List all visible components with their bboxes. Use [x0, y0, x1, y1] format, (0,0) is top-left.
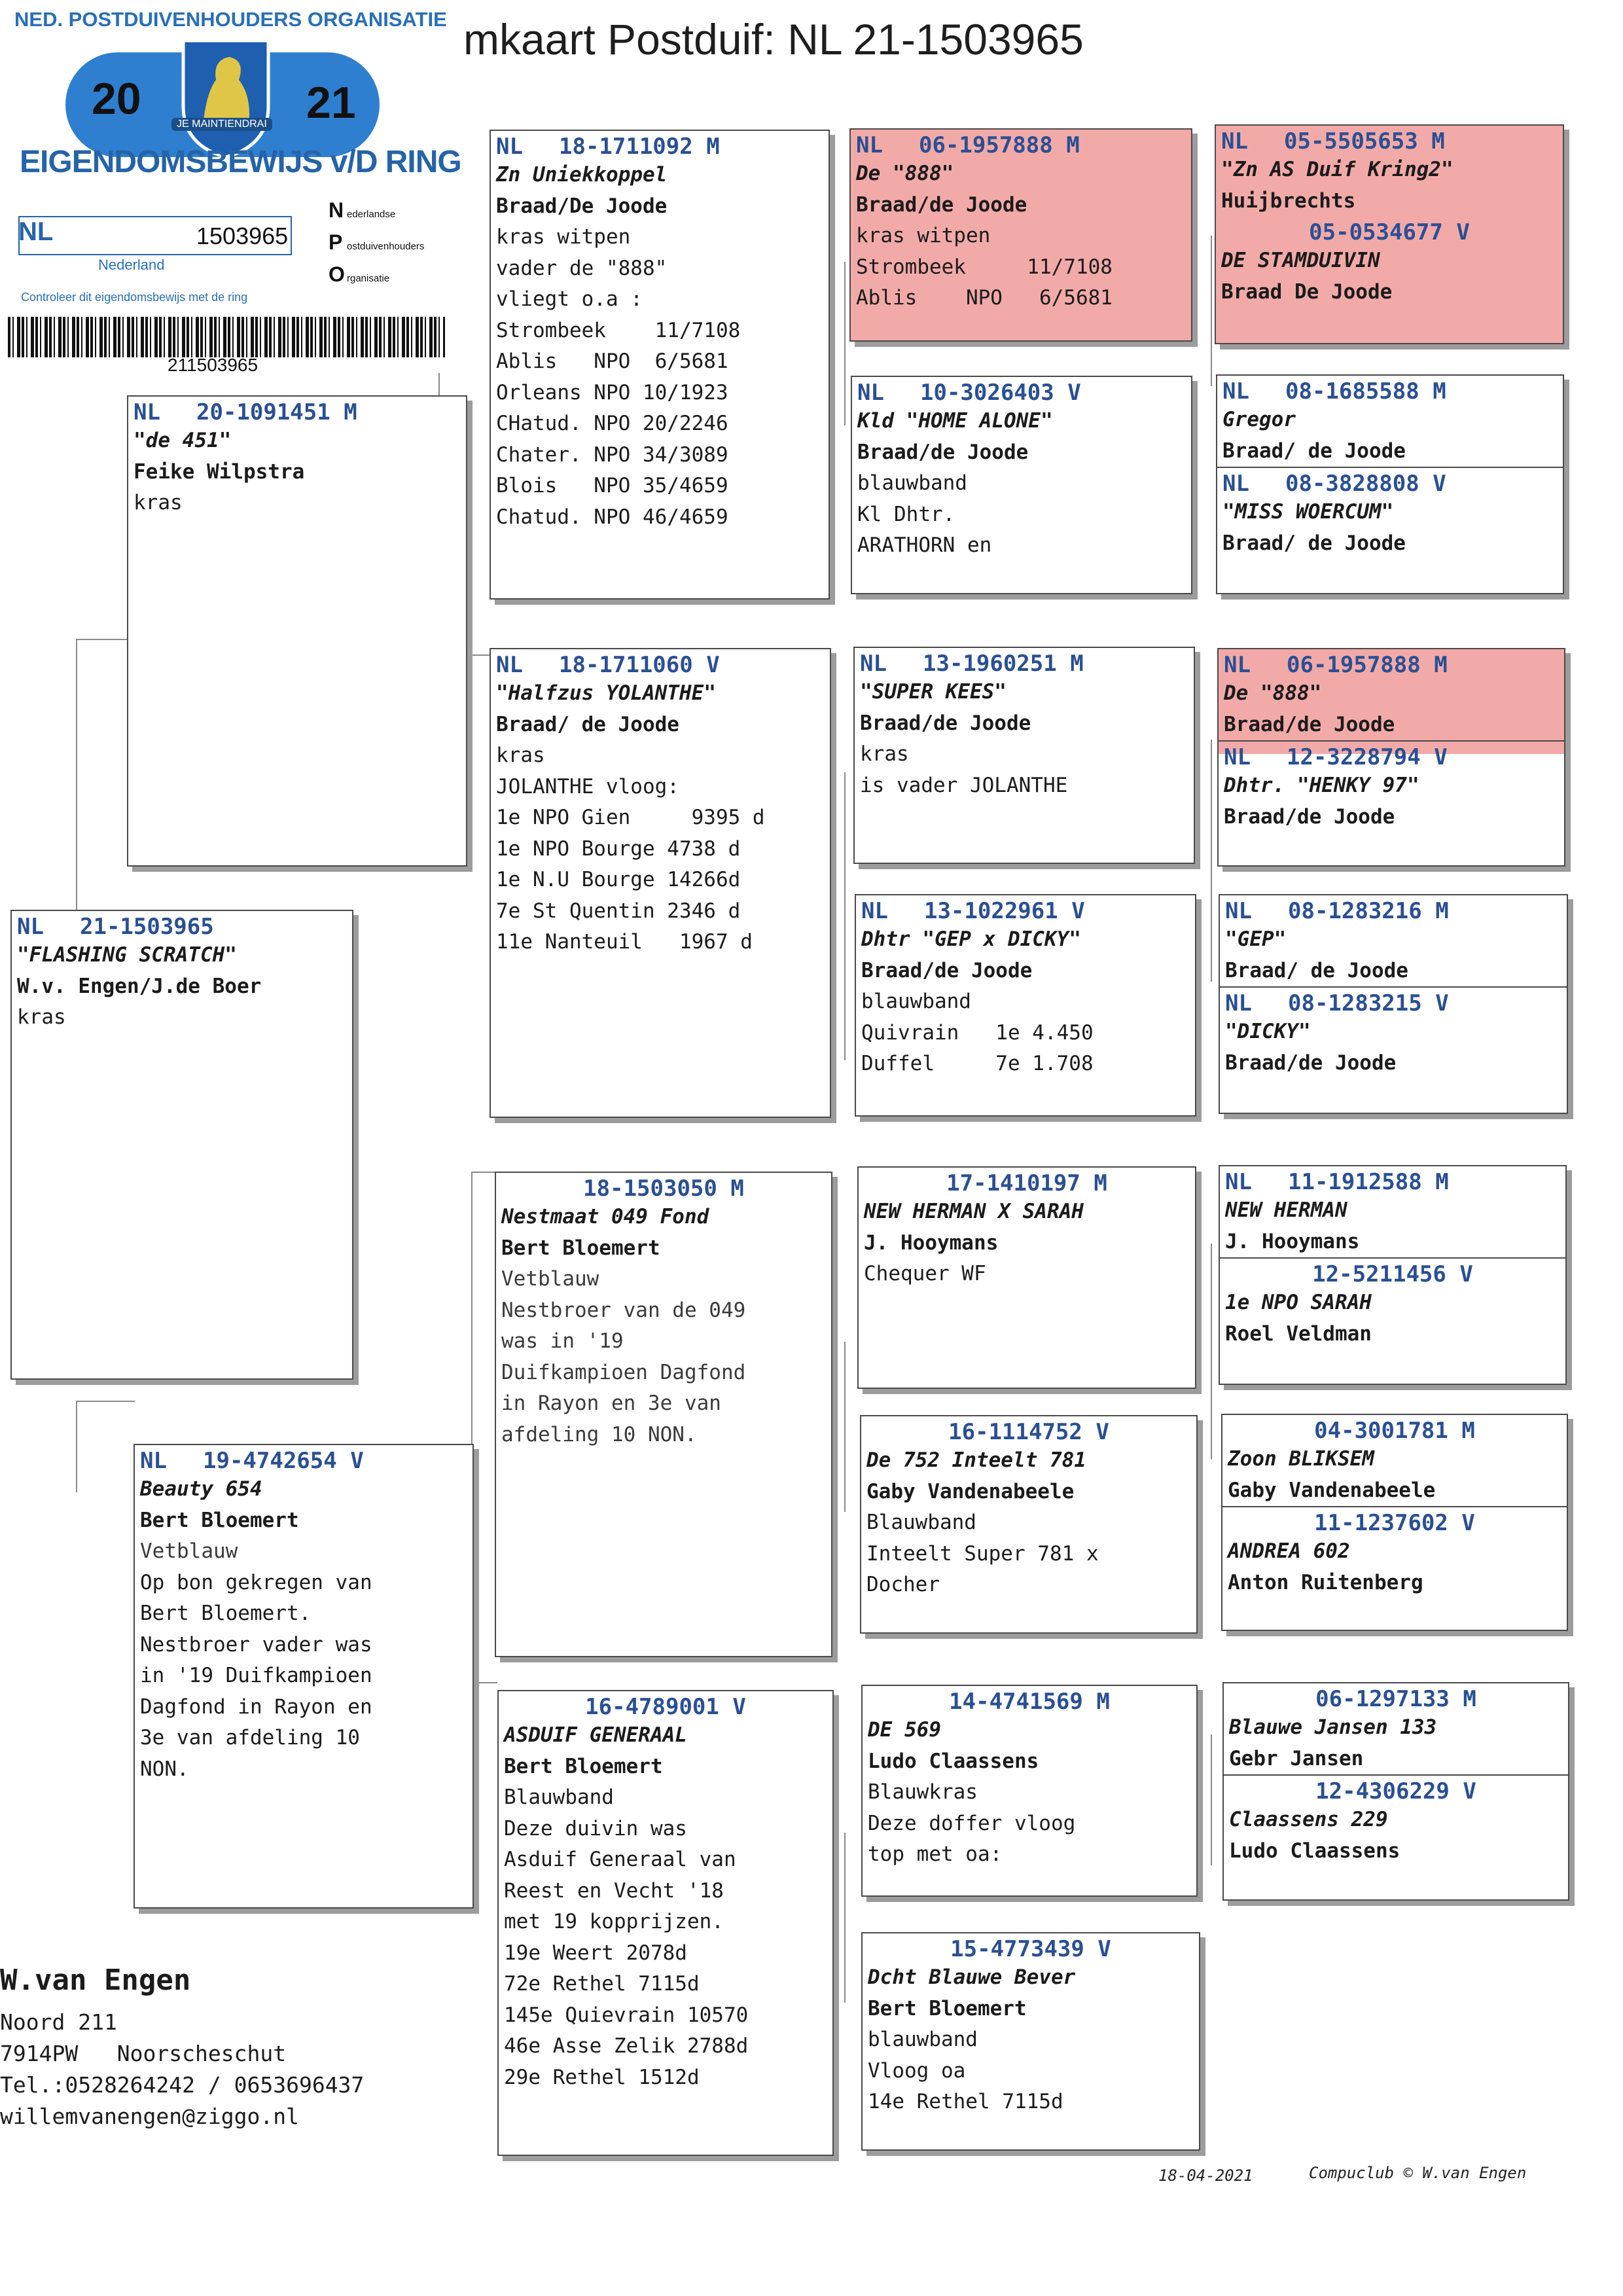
breeder: Braad/ de Joode [1225, 958, 1408, 982]
note-line: ARATHORN en [857, 533, 992, 557]
note-line: NON. [140, 1757, 189, 1781]
color: Vetblauw [501, 1267, 599, 1291]
footer-credit: Compuclub © W.van Engen [1309, 2164, 1527, 2182]
connector-line [76, 1401, 77, 1492]
sex: V [1456, 219, 1470, 245]
sex: V [1435, 990, 1449, 1016]
pigeon-name: DE STAMDUIVIN [1221, 249, 1380, 272]
breeder: Gaby Vandenabeele [866, 1479, 1075, 1503]
note-line: Deze doffer vloog [868, 1811, 1076, 1835]
sex: V [1071, 898, 1085, 924]
sex: M [1463, 1686, 1476, 1712]
breeder: Bert Bloemert [501, 1236, 660, 1260]
note-line: Nestbroer vader was [140, 1632, 372, 1657]
note-line: Op bon gekregen van [140, 1570, 372, 1594]
result-line: Strombeek 11/7108 [496, 318, 741, 342]
pedigree-box-subject [10, 910, 353, 1380]
pigeon-name: Zn Uniekkoppel [496, 163, 668, 187]
color: Chequer WF [864, 1262, 986, 1285]
note-line: Vloog oa [868, 2058, 966, 2083]
pigeon-name: ANDREA 602 [1228, 1539, 1350, 1563]
lion-emblem-icon [177, 34, 275, 158]
sex: M [1070, 651, 1084, 677]
sex: V [1096, 1419, 1109, 1445]
note-line: Duifkampioen Dagfond [501, 1360, 746, 1384]
country-code: NL [1222, 378, 1249, 404]
pigeon-name: "Zn AS Duif Kring2" [1221, 158, 1454, 181]
sex: M [730, 1175, 744, 1202]
sex: M [1066, 132, 1080, 158]
breeder: Braad/de Joode [1224, 804, 1395, 829]
breeder: Gebr Jansen [1229, 1746, 1364, 1770]
pigeon-name: NEW HERMAN X SARAH [864, 1200, 1084, 1223]
sex: V [1461, 1510, 1475, 1536]
color: blauwband [868, 2028, 978, 2051]
pigeon-name: "Halfzus YOLANTHE" [496, 681, 716, 705]
note-line: Docher [866, 1573, 940, 1596]
breeder: Braad/de Joode [861, 958, 1033, 982]
connector-line [844, 772, 846, 1060]
note-line: Deze duivin was [504, 1816, 687, 1840]
ring-number: 17-1410197 [946, 1170, 1080, 1196]
ring-number: 11-1912588 [1288, 1169, 1422, 1195]
color: kras [496, 744, 545, 767]
pedigree-box-sire-dam [490, 648, 831, 1118]
breeder: J. Hooymans [1225, 1229, 1360, 1253]
npo-letter-n: N [329, 198, 344, 222]
pigeon-name: Zoon BLIKSEM [1228, 1447, 1374, 1471]
pigeon-name: Dhtr. "HENKY 97" [1224, 774, 1419, 797]
pedigree-box-g3-g4 [1216, 374, 1564, 594]
owner-address: Noord 211 [0, 2009, 117, 2035]
sex: V [706, 652, 720, 678]
pigeon-name: Gregor [1222, 408, 1296, 431]
certificate-org: NED. POSTDUIVENHOUDERS ORGANISATIE [14, 8, 447, 31]
result-line: 19e Weert 2078d [504, 1941, 687, 1965]
pigeon-name: Dhtr "GEP x DICKY" [861, 927, 1081, 951]
color: kras [134, 491, 183, 514]
npo-line-2: ostduivenhouders [347, 241, 425, 252]
country-code: NL [140, 1448, 167, 1474]
color: blauwband [861, 990, 971, 1013]
ring-number: 18-1711092 [559, 134, 693, 160]
breeder: Ludo Claassens [868, 1749, 1039, 1773]
sex: M [1435, 898, 1449, 924]
certificate-country: Nederland [98, 257, 165, 273]
certificate-npo-block [329, 196, 424, 293]
result-line: CHatud. NPO 20/2246 [496, 412, 728, 435]
ring-number: 11-1237602 [1314, 1510, 1448, 1536]
note-line: top met oa: [868, 1842, 1003, 1866]
ring-number: 06-1957888 [1287, 652, 1421, 678]
breeder: Braad/ de Joode [496, 712, 679, 736]
ring-number: 10-3026403 [920, 380, 1054, 406]
connector-line [844, 1833, 846, 2003]
pedigree-box-dam-dam [497, 1690, 834, 2156]
page-title: mkaart Postduif: NL 21-1503965 [463, 15, 1084, 63]
note-line: in Rayon en 3e van [501, 1391, 721, 1415]
pigeon-name: "GEP" [1225, 927, 1287, 951]
breeder: Ludo Claassens [1229, 1839, 1400, 1863]
pedigree-box-ddd [861, 1932, 1200, 2151]
country-code: NL [1221, 128, 1248, 154]
owner-phone: Tel.:0528264242 / 0653696437 [0, 2072, 365, 2098]
breeder: Braad/ de Joode [1222, 531, 1406, 555]
ring-number: 14-4741569 [949, 1689, 1083, 1715]
pedigree-box-dsd [860, 1415, 1198, 1634]
breeder: Roel Veldman [1225, 1321, 1372, 1346]
connector-line [1211, 1244, 1212, 1460]
certificate-year-left: 20 [92, 74, 141, 124]
pigeon-name: De 752 Inteelt 781 [866, 1448, 1086, 1472]
breeder: Bert Bloemert [504, 1754, 663, 1778]
breeder: Braad/de Joode [1225, 1050, 1397, 1075]
breeder: Braad/De Joode [496, 194, 668, 218]
certificate-ring-number: 1503965 [196, 223, 289, 249]
connector-line [76, 1401, 135, 1402]
breeder: W.v. Engen/J.de Boer [17, 974, 262, 998]
breeder: Braad/de Joode [856, 192, 1027, 217]
pedigree-box-dam [134, 1444, 474, 1909]
pedigree-box-g9-g10 [1219, 1165, 1567, 1385]
breeder: Braad/de Joode [857, 440, 1029, 464]
sex: V [1067, 380, 1081, 406]
note-line: Dagfond in Rayon en [140, 1695, 372, 1719]
sex: V [350, 1448, 364, 1474]
note-line: JOLANTHE vloog: [496, 774, 679, 798]
sex: V [1434, 744, 1448, 770]
result-line: 29e Rethel 1512d [504, 2065, 700, 2089]
npo-line-3: rganisatie [347, 273, 390, 284]
pedigree-box-dam-sire [495, 1172, 832, 1657]
note-line: was in '19 [501, 1329, 624, 1353]
color: Blauwkras [868, 1780, 978, 1804]
pedigree-box-sss [849, 128, 1192, 342]
pigeon-name: Beauty 654 [140, 1477, 262, 1501]
country-code: NL [1224, 744, 1251, 770]
sex: M [1096, 1689, 1110, 1715]
note-line: Inteelt Super 781 x [866, 1541, 1099, 1566]
owner-name: W.van Engen [0, 1964, 191, 1997]
sex: V [1463, 1778, 1476, 1804]
breeder: Braad/ de Joode [1222, 439, 1406, 463]
result-line: 72e Rethel 7115d [504, 1972, 700, 1996]
color: Blauwband [866, 1511, 976, 1534]
country-code: NL [860, 651, 887, 677]
sex: M [1433, 378, 1446, 404]
country-code: NL [1225, 1169, 1252, 1195]
pedigree-box-sire [127, 395, 467, 867]
note-line: Kl Dhtr. [857, 502, 955, 526]
country-code: NL [17, 914, 44, 940]
connector-line [471, 1682, 497, 1683]
result-line: Strombeek 11/7108 [856, 255, 1113, 279]
note-line: Bert Bloemert. [140, 1602, 312, 1625]
pigeon-name: "SUPER KEES" [860, 680, 1007, 704]
pigeon-name: "FLASHING SCRATCH" [17, 943, 237, 967]
breeder: Braad De Joode [1221, 279, 1393, 304]
color: Blauwband [504, 1785, 614, 1809]
result-line: 1e N.U Bourge 14266d [496, 868, 741, 891]
note-line: met 19 kopprijzen. [504, 1910, 724, 1933]
sex: V [732, 1694, 746, 1720]
pigeon-name: "MISS WOERCUM" [1222, 500, 1394, 524]
color: kras witpen [496, 225, 631, 249]
result-line: Blois NPO 35/4659 [496, 474, 728, 497]
pedigree-box-g5-g6 [1217, 648, 1565, 867]
sex: M [1435, 1169, 1449, 1195]
ring-number: 04-3001781 [1314, 1418, 1448, 1444]
certificate-heading: EIGENDOMSBEWIJS v/D RING [20, 145, 461, 179]
footer-date: 18-04-2021 [1158, 2166, 1253, 2185]
ring-number: 12-4306229 [1315, 1778, 1450, 1804]
pedigree-box-ssd [851, 376, 1192, 594]
connector-line [1211, 236, 1212, 386]
note-line: Reest en Vecht '18 [504, 1878, 724, 1903]
result-line: 46e Asse Zelik 2788d [504, 2034, 749, 2058]
result-line: Quivrain 1e 4.450 [861, 1020, 1094, 1045]
ring-number: 20-1091451 [196, 399, 330, 425]
sex: M [1431, 128, 1445, 154]
color: blauwband [857, 471, 967, 495]
ring-number: 13-1960251 [923, 651, 1057, 677]
sex: V [1433, 471, 1446, 497]
ownership-certificate [0, 0, 461, 386]
ring-number: 15-4773439 [950, 1936, 1084, 1962]
note-line: is vader JOLANTHE [860, 773, 1068, 797]
color: kras witpen [856, 224, 991, 247]
pedigree-box-g1-g2 [1215, 124, 1564, 344]
sex: M [1434, 652, 1448, 678]
ring-number: 21-1503965 [80, 914, 214, 940]
pigeon-name: De "888" [856, 162, 954, 185]
connector-line [844, 1342, 846, 1512]
breeder: Anton Ruitenberg [1228, 1570, 1423, 1594]
breeder: J. Hooymans [864, 1230, 999, 1255]
ring-number: 12-3228794 [1287, 744, 1421, 770]
breeder: Braad/de Joode [860, 711, 1031, 735]
pigeon-name: ASDUIF GENERAAL [504, 1723, 687, 1747]
ring-number: 19-4742654 [203, 1448, 337, 1474]
breeder: Bert Bloemert [140, 1508, 299, 1532]
sex: V [1459, 1261, 1473, 1287]
pigeon-name: Claassens 229 [1229, 1808, 1388, 1831]
ring-number: 16-4789001 [585, 1694, 719, 1720]
pedigree-box-sds [853, 647, 1195, 864]
certificate-country-code: NL [18, 217, 54, 246]
ring-number: 16-1114752 [948, 1419, 1082, 1445]
connector-line [76, 639, 77, 914]
pedigree-box-g7-g8 [1219, 894, 1568, 1114]
result-line: 1e NPO Gien 9395 d [496, 806, 765, 829]
ring-number: 08-1283216 [1288, 898, 1422, 924]
note-line: in '19 Duifkampioen [140, 1664, 372, 1687]
ring-number: 12-5211456 [1312, 1261, 1446, 1287]
color: kras [17, 1005, 66, 1029]
country-code: NL [1225, 990, 1252, 1016]
result-line: 7e St Quentin 2346 d [496, 899, 741, 923]
pigeon-name: Blauwe Jansen 133 [1229, 1715, 1437, 1739]
result-line: Duffel 7e 1.708 [861, 1052, 1094, 1075]
pedigree-box-g11-g12 [1221, 1414, 1568, 1631]
country-code: NL [857, 380, 884, 406]
country-code: NL [134, 399, 160, 425]
note-line: vliegt o.a : [496, 287, 643, 311]
pedigree-box-g13-g14 [1222, 1682, 1569, 1901]
sex: M [706, 134, 720, 160]
ring-number: 05-5505653 [1284, 128, 1418, 154]
ring-number: 18-1503050 [583, 1175, 717, 1202]
result-line: Ablis NPO 6/5681 [856, 286, 1113, 310]
breeder: Bert Bloemert [868, 1996, 1027, 2020]
note-line: Nestbroer van de 049 [501, 1298, 746, 1322]
pigeon-name: Kld "HOME ALONE" [857, 409, 1053, 433]
country-code: NL [1225, 898, 1252, 924]
certificate-motto: JE MAINTIENDRAI [171, 118, 272, 131]
breeder: Feike Wilpstra [134, 459, 305, 484]
pedigree-box-sire-sire [490, 130, 830, 600]
color: Vetblauw [140, 1539, 238, 1563]
ring-number: 06-1297133 [1315, 1686, 1450, 1712]
note-line: afdeling 10 NON. [501, 1422, 697, 1446]
connector-line [844, 262, 846, 425]
country-code: NL [1222, 471, 1249, 497]
owner-city: 7914PW Noorscheschut [0, 2041, 287, 2066]
note-line: vader de "888" [496, 256, 668, 280]
pedigree-box-dds [861, 1685, 1198, 1897]
connector-line [76, 639, 128, 640]
pigeon-name: Dcht Blauwe Bever [868, 1965, 1076, 1989]
connector-line [1211, 1734, 1212, 1865]
result-line: Ablis NPO 6/5681 [496, 350, 728, 373]
result-line: Orleans NPO 10/1923 [496, 380, 728, 404]
country-code: NL [861, 898, 888, 924]
npo-line-1: ederlandse [347, 209, 396, 220]
result-line: 14e Rethel 7115d [868, 2090, 1063, 2113]
pigeon-name: Nestmaat 049 Fond [501, 1205, 709, 1229]
ring-number: 08-1283215 [1288, 990, 1422, 1016]
pigeon-name: "DICKY" [1225, 1020, 1311, 1043]
connector-line [471, 1172, 497, 1173]
ring-number: 13-1022961 [924, 898, 1058, 924]
pigeon-name: DE 569 [868, 1718, 941, 1742]
barcode [8, 317, 445, 357]
result-line: Chatud. NPO 46/4659 [496, 505, 728, 529]
country-code: NL [856, 132, 883, 158]
ring-number: 08-1685588 [1285, 378, 1419, 404]
result-line: Chater. NPO 34/3089 [496, 442, 728, 467]
country-code: NL [496, 134, 523, 160]
pigeon-name: NEW HERMAN [1225, 1198, 1347, 1222]
note-line: 3e van afdeling 10 [140, 1726, 360, 1749]
breeder: Huijbrechts [1221, 188, 1356, 213]
ring-number: 05-0534677 [1309, 219, 1443, 245]
breeder: Gaby Vandenabeele [1228, 1478, 1436, 1502]
barcode-number: 211503965 [168, 355, 259, 375]
result-line: 1e NPO Bourge 4738 d [496, 836, 741, 861]
pigeon-name: "de 451" [134, 429, 232, 452]
ring-number: 08-3828808 [1285, 471, 1419, 497]
result-line: 145e Quievrain 10570 [504, 2003, 749, 2027]
breeder: Braad/de Joode [1224, 712, 1395, 736]
ring-number: 18-1711060 [559, 652, 693, 678]
pedigree-box-sdd [855, 894, 1196, 1117]
owner-email: willemvanengen@ziggo.nl [0, 2104, 299, 2129]
sex: M [344, 399, 357, 425]
ring-number: 06-1957888 [919, 132, 1053, 158]
pedigree-box-dss [857, 1166, 1196, 1389]
connector-line [1211, 740, 1212, 982]
country-code: NL [1224, 652, 1251, 678]
certificate-check-text: Controleer dit eigendomsbewijs met de ring [21, 291, 248, 304]
npo-letter-o: O [329, 262, 345, 286]
sex: M [1461, 1418, 1475, 1444]
country-code: NL [496, 652, 523, 678]
pigeon-name: 1e NPO SARAH [1225, 1291, 1372, 1314]
note-line: Asduif Generaal van [504, 1848, 736, 1871]
color: kras [860, 742, 909, 766]
pigeon-name: De "888" [1224, 681, 1322, 705]
result-line: 11e Nanteuil 1967 d [496, 930, 753, 954]
npo-letter-p: P [329, 230, 343, 254]
certificate-year-right: 21 [306, 78, 356, 128]
sex: M [1094, 1170, 1107, 1196]
sex: V [1097, 1936, 1111, 1962]
